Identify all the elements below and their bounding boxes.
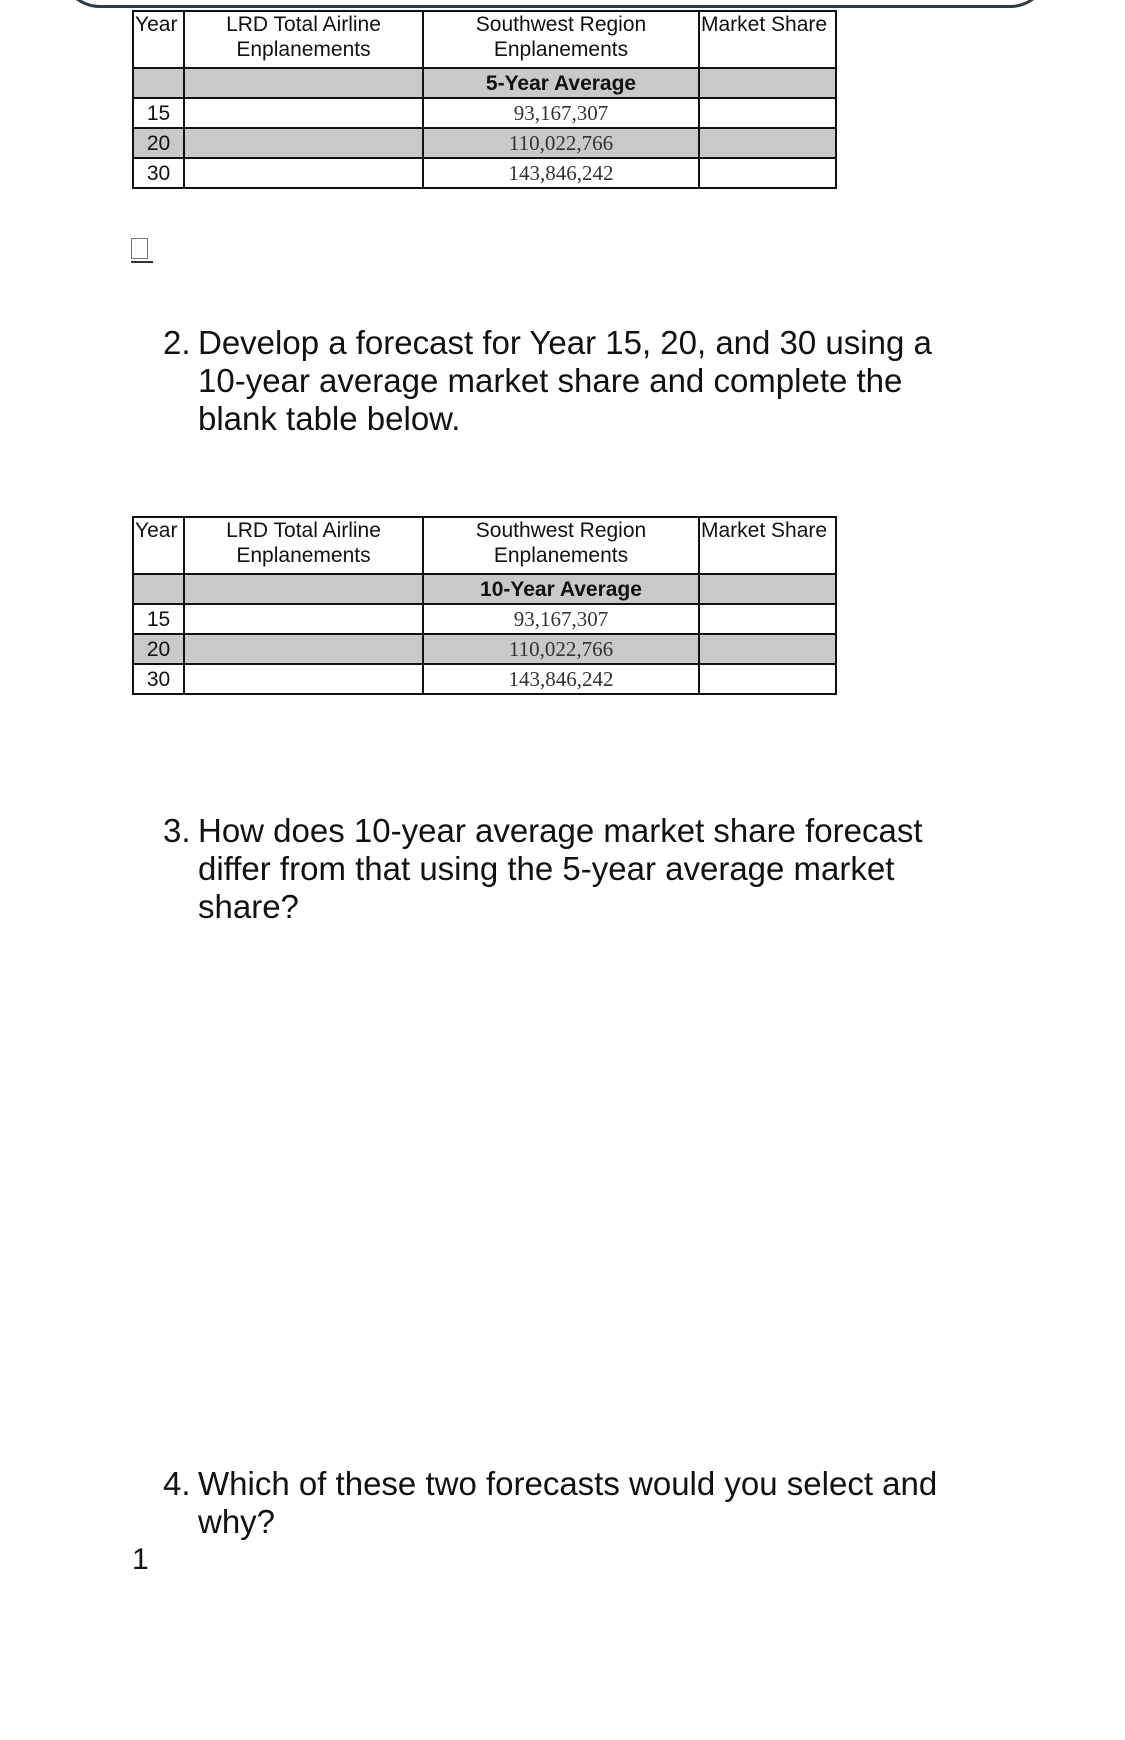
market-share-blank-cell[interactable] <box>699 604 836 634</box>
top-frame-edge <box>60 0 1050 8</box>
market-share-blank-cell[interactable] <box>699 158 836 188</box>
year-cell: 20 <box>133 128 184 158</box>
subheader-cell <box>184 68 423 98</box>
lrd-blank-cell[interactable] <box>184 158 423 188</box>
subheader-cell <box>699 574 836 604</box>
lrd-blank-cell[interactable] <box>184 128 423 158</box>
checkbox-underline <box>131 261 153 263</box>
header-southwest-region: Southwest Region Enplanements <box>423 11 699 68</box>
subheader-cell <box>133 68 184 98</box>
question-4: 4. Which of these two forecasts would you select and why? <box>163 1465 938 1540</box>
year-cell: 15 <box>133 98 184 128</box>
year-cell: 30 <box>133 158 184 188</box>
lrd-blank-cell[interactable] <box>184 98 423 128</box>
market-share-blank-cell[interactable] <box>699 664 836 694</box>
header-market-share: Market Share <box>699 517 836 574</box>
five-year-average-table <box>132 10 837 189</box>
page-number: 1 <box>132 1543 149 1576</box>
question-3: 3. How does 10-year average market share forecast differ from that using the 5-year average market share? <box>163 812 923 925</box>
header-year: Year <box>133 517 184 574</box>
header-lrd-total: LRD Total Airline Enplanements <box>184 517 423 574</box>
southwest-value: 110,022,766 <box>423 634 699 664</box>
header-market-share: Market Share <box>699 11 836 68</box>
southwest-value: 93,167,307 <box>423 98 699 128</box>
year-cell: 20 <box>133 634 184 664</box>
southwest-value: 110,022,766 <box>423 128 699 158</box>
question-2: 2. Develop a forecast for Year 15, 20, and 30 using a 10-year average market share and complete the blank table below. <box>163 324 932 437</box>
market-share-blank-cell[interactable] <box>699 98 836 128</box>
subheader-cell <box>699 68 836 98</box>
market-share-blank-cell[interactable] <box>699 128 836 158</box>
market-share-blank-cell[interactable] <box>699 634 836 664</box>
southwest-value: 143,846,242 <box>423 664 699 694</box>
lrd-blank-cell[interactable] <box>184 664 423 694</box>
southwest-value: 143,846,242 <box>423 158 699 188</box>
year-cell: 15 <box>133 604 184 634</box>
checkbox[interactable] <box>131 238 148 259</box>
header-year: Year <box>133 11 184 68</box>
average-label: 5-Year Average <box>423 68 699 98</box>
year-cell: 30 <box>133 664 184 694</box>
ten-year-average-table <box>132 516 837 695</box>
header-southwest-region: Southwest Region Enplanements <box>423 517 699 574</box>
subheader-cell <box>184 574 423 604</box>
subheader-cell <box>133 574 184 604</box>
southwest-value: 93,167,307 <box>423 604 699 634</box>
lrd-blank-cell[interactable] <box>184 634 423 664</box>
average-label: 10-Year Average <box>423 574 699 604</box>
header-lrd-total: LRD Total Airline Enplanements <box>184 11 423 68</box>
lrd-blank-cell[interactable] <box>184 604 423 634</box>
